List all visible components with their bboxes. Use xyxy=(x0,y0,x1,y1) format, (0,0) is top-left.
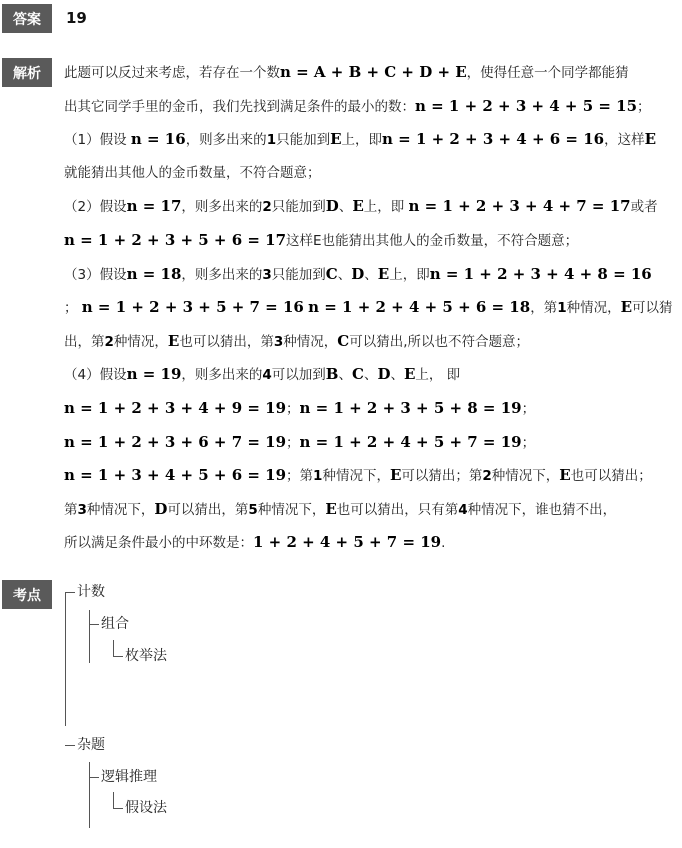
analysis-text: 种情况下， xyxy=(86,501,155,518)
bold-number: 3 xyxy=(273,333,284,350)
tree-node-logic: 逻辑推理 xyxy=(101,769,157,785)
analysis-text: 可以猜出；第 xyxy=(401,468,483,485)
bold-number: 2 xyxy=(262,199,272,216)
analysis-text: 上，即 xyxy=(363,199,409,216)
analysis-line xyxy=(64,90,676,124)
analysis-text: 可以猜 xyxy=(632,300,673,317)
math-expression: C xyxy=(351,365,364,384)
analysis-text: ，则多出来的 xyxy=(181,199,263,216)
analysis-text: 种情况下， xyxy=(257,501,326,518)
bold-number: 1 xyxy=(266,132,277,149)
math-expression: E xyxy=(559,466,571,485)
analysis-body xyxy=(64,56,676,560)
analysis-text: 可以猜出,所以也不符合题意； xyxy=(349,333,529,350)
analysis-text: 出，第 xyxy=(64,333,105,350)
analysis-text: 种情况下， xyxy=(322,468,390,485)
analysis-text: ； xyxy=(286,400,300,417)
math-expression: n = 1 + 2 + 3 + 4 + 5 = 15 xyxy=(415,96,638,115)
analysis-text: ； xyxy=(637,98,651,115)
tree-node-enumeration: 枚举法 xyxy=(125,648,167,664)
analysis-text: ； xyxy=(64,300,82,317)
bold-number: 4 xyxy=(458,501,468,518)
analysis-text: . xyxy=(441,535,446,552)
analysis-line xyxy=(64,123,676,157)
analysis-text: ，则多出来的 xyxy=(181,367,263,384)
math-expression: E xyxy=(620,298,633,317)
math-expression: n = 1 + 2 + 3 + 4 + 7 = 17 xyxy=(408,197,631,216)
math-expression: n = 1 + 2 + 3 + 6 + 7 = 19 xyxy=(64,432,287,451)
analysis-line xyxy=(64,358,676,392)
analysis-line xyxy=(64,392,676,426)
analysis-line xyxy=(64,526,676,560)
math-expression: E xyxy=(352,197,364,216)
analysis-text: （3）假设 xyxy=(64,266,127,283)
tree-branch xyxy=(65,592,75,593)
analysis-line xyxy=(64,459,676,493)
analysis-text: 、 xyxy=(337,266,352,283)
analysis-line xyxy=(64,325,676,359)
analysis-text: （2）假设 xyxy=(64,199,127,216)
analysis-line xyxy=(64,224,676,258)
analysis-text: 上， 即 xyxy=(415,367,461,384)
tree-branch xyxy=(113,808,123,809)
analysis-line xyxy=(64,258,676,292)
tree-node-counting: 计数 xyxy=(77,584,105,600)
tree-branch xyxy=(89,624,99,625)
math-expression: n = 1 + 2 + 3 + 5 + 8 = 19 xyxy=(299,398,522,417)
analysis-text: 可以猜出，第 xyxy=(167,501,249,518)
analysis-text: 只能加到 xyxy=(276,132,331,149)
math-expression: E xyxy=(167,331,180,350)
analysis-text: 上，即 xyxy=(341,132,383,149)
analysis-text: 或者 xyxy=(630,199,658,216)
math-expression: C xyxy=(325,264,338,283)
bold-number: 1 xyxy=(313,468,323,485)
analysis-text: 也可以猜出； xyxy=(570,468,652,485)
analysis-text: 第 xyxy=(64,501,78,518)
tree-branch xyxy=(89,777,99,778)
analysis-line xyxy=(64,493,676,527)
answer-tag: 答案 xyxy=(2,4,52,33)
tree-node-misc: 杂题 xyxy=(77,737,105,753)
analysis-text: （1）假设 xyxy=(64,132,131,149)
tree-node-assumption: 假设法 xyxy=(125,800,167,816)
analysis-text: 、 xyxy=(338,367,352,384)
math-expression: n = 1 + 3 + 4 + 5 + 6 = 19 xyxy=(64,466,287,485)
math-expression: n = 16 xyxy=(130,130,186,149)
math-expression: n = 1 + 2 + 3 + 5 + 7 = 16 xyxy=(81,298,304,317)
bold-number: 3 xyxy=(77,501,87,518)
bold-number: 2 xyxy=(482,468,492,485)
analysis-text: 也可以猜出，第 xyxy=(179,333,274,350)
analysis-text: ； xyxy=(286,434,300,451)
analysis-text: 种情况下， xyxy=(491,468,560,485)
analysis-line xyxy=(64,291,676,325)
math-expression: n = 17 xyxy=(126,197,182,216)
math-expression: B xyxy=(325,365,339,384)
math-expression: E xyxy=(377,264,390,283)
math-expression: n = 18 xyxy=(126,264,182,283)
analysis-text: 种情况， xyxy=(566,300,621,317)
math-expression: n = 1 + 2 + 3 + 4 + 9 = 19 xyxy=(64,398,287,417)
math-expression: D xyxy=(154,499,168,518)
analysis-line xyxy=(64,426,676,460)
bold-number: 5 xyxy=(248,501,258,518)
analysis-text: （4）假设 xyxy=(64,367,127,384)
analysis-text: 种情况下，谁也猜不出， xyxy=(467,501,617,518)
math-expression: C xyxy=(337,331,350,350)
bold-number: 2 xyxy=(104,333,114,350)
tree-trunk-4 xyxy=(89,762,90,828)
analysis-text: 上，即 xyxy=(389,266,430,283)
analysis-text: ； xyxy=(521,434,536,451)
analysis-text: ，使得任意一个同学都能猜 xyxy=(466,65,629,81)
analysis-text: 这样E也能猜出其他人的金币数量，不符合题意； xyxy=(286,232,579,249)
tree-trunk-5 xyxy=(113,792,114,809)
analysis-text: 、 xyxy=(364,266,378,283)
math-expression: n = 19 xyxy=(126,365,182,384)
tree-trunk-2 xyxy=(89,610,90,663)
math-expression: n = 1 + 2 + 3 + 4 + 8 = 16 xyxy=(429,264,652,283)
analysis-text: 、 xyxy=(363,367,378,384)
math-expression: E xyxy=(644,130,657,149)
analysis-line xyxy=(64,157,676,191)
analysis-line xyxy=(64,190,676,224)
analysis-text: 可以加到 xyxy=(271,367,326,384)
analysis-text: ；第 xyxy=(286,468,314,485)
answer-value: 19 xyxy=(66,9,87,27)
math-expression: n = 1 + 2 + 4 + 5 + 7 = 19 xyxy=(299,432,522,451)
analysis-text: 、 xyxy=(390,367,404,384)
analysis-text: 只能加到 xyxy=(271,199,326,216)
analysis-text: 种情况， xyxy=(113,333,168,350)
analysis-line xyxy=(64,56,676,90)
math-expression: D xyxy=(325,197,339,216)
math-expression: n = A + B + C + D + E xyxy=(280,63,467,81)
math-expression: D xyxy=(351,264,365,283)
math-expression: E xyxy=(389,466,402,485)
math-expression: D xyxy=(377,365,391,384)
knowledge-tag: 考点 xyxy=(2,580,52,609)
analysis-text: 也可以猜出，只有第 xyxy=(336,501,459,518)
analysis-text: 种情况， xyxy=(283,333,338,350)
analysis-text: 就能猜出其他人的金币数量，不符合题意； xyxy=(64,164,321,181)
tree-branch xyxy=(65,745,75,746)
analysis-text: 出其它同学手里的金币，我们先找到满足条件的最小的数： xyxy=(64,98,415,115)
bold-number: 4 xyxy=(262,367,272,384)
analysis-text: 所以满足条件最小的中环数是： xyxy=(64,535,253,552)
analysis-text: ； xyxy=(521,400,536,417)
knowledge-tree xyxy=(0,580,682,848)
math-expression: n = 1 + 2 + 3 + 4 + 6 = 16 xyxy=(382,130,605,149)
analysis-text: ，第 xyxy=(530,300,558,317)
analysis-text: 、 xyxy=(338,199,353,216)
tree-trunk-1 xyxy=(65,592,66,726)
math-expression: E xyxy=(330,130,342,149)
math-expression: 1 + 2 + 4 + 5 + 7 = 19 xyxy=(253,533,442,552)
analysis-text: 只能加到 xyxy=(271,266,326,283)
math-expression: E xyxy=(325,499,337,518)
analysis-tag: 解析 xyxy=(2,58,52,87)
tree-node-combination: 组合 xyxy=(101,616,129,632)
math-expression: n = 1 + 2 + 4 + 5 + 6 = 18 xyxy=(308,298,531,317)
bold-number: 1 xyxy=(557,300,567,317)
tree-trunk-3 xyxy=(113,640,114,657)
analysis-text: ，这样 xyxy=(604,132,645,149)
math-expression: n = 1 + 2 + 3 + 5 + 6 = 17 xyxy=(64,230,287,249)
math-expression: E xyxy=(403,365,416,384)
analysis-text: ，则多出来的 xyxy=(181,266,263,283)
analysis-text: ，则多出来的 xyxy=(185,132,267,149)
tree-branch xyxy=(113,656,123,657)
bold-number: 3 xyxy=(262,266,272,283)
analysis-text: 此题可以反过来考虑，若存在一个数 xyxy=(64,65,280,81)
